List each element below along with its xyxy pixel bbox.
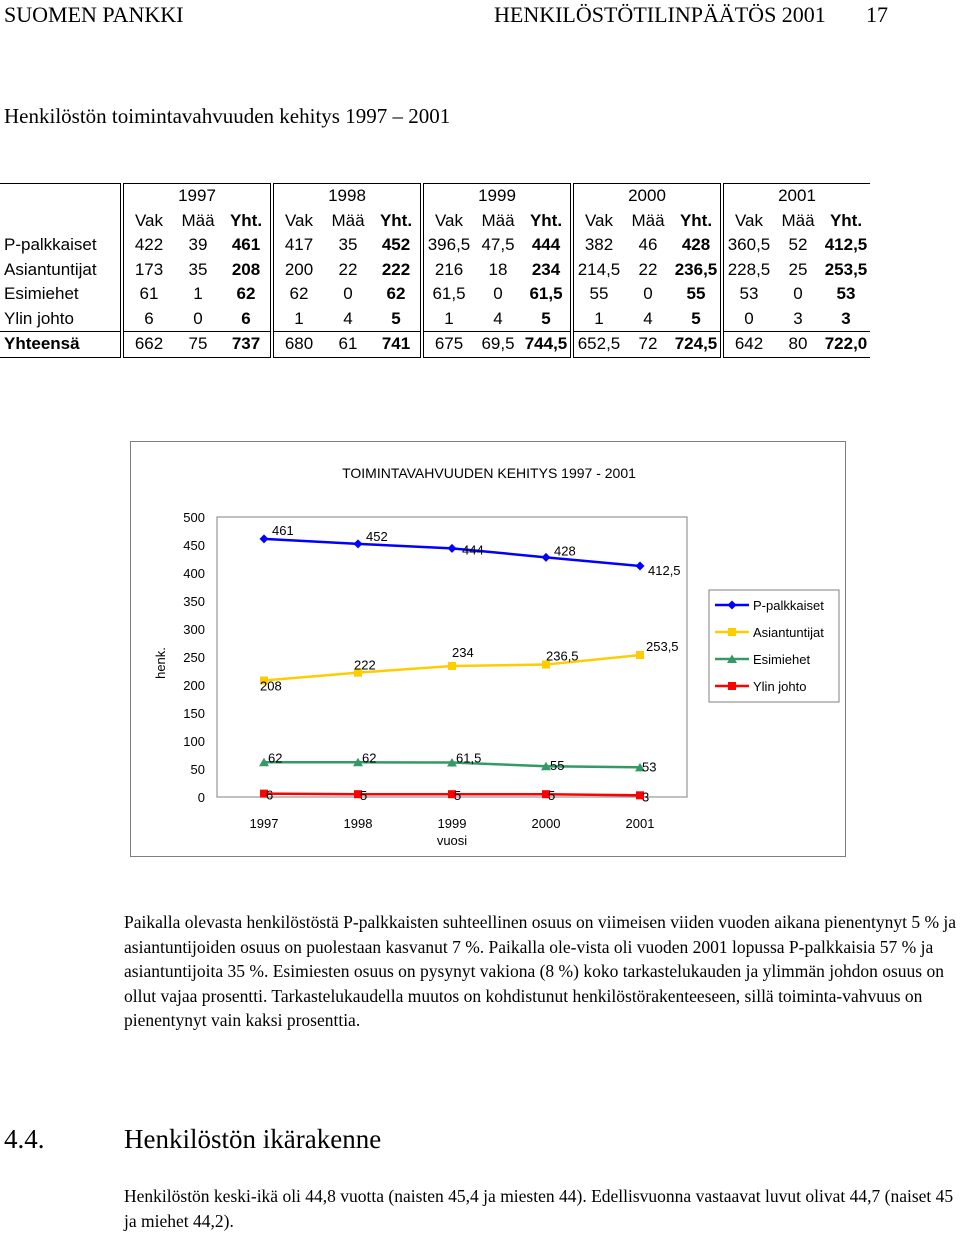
table-cell: 25	[788, 259, 808, 279]
paragraph-text: Paikalla olevasta henkilöstöstä P-palkkaisten suhteellinen osuus on viimeisen viiden vuoden aikana pienentynyt 5 % ja asiantuntijoiden osuus on puolestaan kasvanut 7 %. Paikalla ole-vista oli vuoden 2001 lopussa P-palkkaisia 57 % ja asiantuntijoita 35 %. Esimiesten osuus on pysynyt vakiona (8 %) koko tarkastelukauden ja ylimmän johdon osuus on ollut vajaa prosentti. Tarkastelukaudella muutos on kohdistunut henkilöstörakenteeseen, sillä toiminta-vahvuus on pienentynyt vain kaksi prosenttia.	[124, 912, 957, 1030]
table-cell: 200	[272, 258, 324, 283]
col-header: Yht.	[829, 210, 863, 230]
data-label: 61,5	[456, 750, 482, 766]
table-cell: 5	[541, 308, 551, 328]
table-cell: 18	[488, 259, 508, 279]
row-label: Esimiehet	[4, 284, 79, 304]
body-paragraph	[124, 910, 958, 1033]
table-cell: 652,5	[572, 332, 624, 358]
table-cell: 53	[722, 282, 774, 307]
y-tick-label: 450	[183, 538, 205, 553]
year-header: 2001	[722, 184, 870, 209]
table-cell: 55	[686, 284, 706, 304]
table-cell: 46	[638, 235, 658, 255]
table-cell: 4	[493, 308, 503, 328]
table-cell: 1	[572, 307, 624, 332]
section-number: 4.4.	[4, 1124, 45, 1154]
table-cell: 253,5	[824, 259, 868, 279]
data-label: 5	[454, 788, 462, 804]
col-header: Mää	[181, 210, 215, 230]
table-cell: 6	[122, 307, 174, 332]
table-cell: 1	[422, 307, 474, 332]
table-cell: 642	[722, 332, 774, 358]
table-cell: 662	[122, 332, 174, 358]
table-cell: 0	[193, 308, 203, 328]
table-row	[0, 258, 870, 283]
table-cell: 382	[572, 233, 624, 258]
y-tick-label: 500	[183, 510, 205, 525]
section-heading: Henkilöstön ikärakenne	[124, 1124, 382, 1154]
data-label: 62	[362, 750, 377, 766]
col-header: Mää	[631, 210, 665, 230]
col-header: Mää	[481, 210, 515, 230]
row-label: P-palkkaiset	[4, 235, 97, 255]
table-cell: 0	[493, 284, 503, 304]
x-tick-label: 1997	[249, 816, 279, 831]
table-cell: 75	[174, 332, 222, 358]
chart-title: TOIMINTAVAHVUUDEN KEHITYS 1997 - 2001	[342, 465, 636, 481]
staffing-table	[0, 183, 870, 358]
data-label: 53	[642, 759, 657, 775]
data-label: 253,5	[646, 639, 679, 655]
table-cell: 214,5	[572, 258, 624, 283]
table-cell: 0	[343, 284, 353, 304]
table-cell: 744,5	[522, 332, 572, 358]
legend-marker	[728, 628, 736, 636]
col-header: Vak	[572, 209, 624, 234]
col-header: Mää	[781, 210, 815, 230]
data-label: 5	[548, 788, 556, 804]
table-cell: 5	[691, 308, 701, 328]
table-cell: 0	[643, 284, 653, 304]
col-header: Vak	[272, 209, 324, 234]
row-label: Asiantuntijat	[4, 259, 97, 279]
row-label: Ylin johto	[4, 308, 74, 328]
y-tick-label: 350	[183, 594, 205, 609]
data-point	[448, 662, 456, 670]
table-row	[0, 233, 870, 258]
y-tick-label: 400	[183, 566, 205, 581]
year-header: 1999	[422, 184, 572, 209]
table-cell: 62	[236, 284, 256, 304]
table-cell: 208	[231, 259, 261, 279]
data-label: 55	[550, 758, 565, 774]
table-cell: 39	[188, 235, 208, 255]
x-axis-label: vuosi	[436, 833, 468, 848]
table-cell: 228,5	[722, 258, 774, 283]
data-label: 444	[462, 542, 484, 558]
line-chart	[131, 442, 845, 856]
legend-label: Ylin johto	[753, 679, 807, 694]
table-cell: 72	[624, 332, 672, 358]
col-header: Yht.	[529, 210, 563, 230]
legend-label: Asiantuntijat	[753, 625, 824, 640]
col-header: Mää	[331, 210, 365, 230]
year-header: 2000	[572, 184, 722, 209]
x-tick-label: 2001	[625, 816, 655, 831]
table-cell: 22	[638, 259, 658, 279]
table-cell: 61	[122, 282, 174, 307]
table-cell: 35	[338, 235, 358, 255]
table-cell: 680	[272, 332, 324, 358]
table-cell: 3	[793, 308, 803, 328]
legend-marker	[728, 682, 736, 690]
table-cell: 234	[531, 259, 561, 279]
table-cell: 4	[643, 308, 653, 328]
col-header: Yht.	[229, 210, 263, 230]
table-cell: 675	[422, 332, 474, 358]
data-label: 461	[272, 522, 294, 538]
table-year-row	[0, 184, 870, 209]
table-body	[0, 233, 870, 357]
table-cell: 3	[841, 308, 851, 328]
x-tick-label: 2000	[531, 816, 561, 831]
table-cell: 1	[272, 307, 324, 332]
col-header: Vak	[722, 209, 774, 234]
y-tick-label: 100	[183, 734, 205, 749]
table-cell: 0	[793, 284, 803, 304]
legend-label: Esimiehet	[753, 652, 811, 667]
data-label: 236,5	[546, 648, 579, 664]
table-cell: 216	[422, 258, 474, 283]
data-label: 62	[268, 750, 283, 766]
table-cell: 461	[231, 235, 261, 255]
y-tick-label: 150	[183, 706, 205, 721]
table-cell: 452	[381, 235, 411, 255]
table-cell: 724,5	[672, 332, 722, 358]
row-label: Yhteensä	[0, 332, 122, 358]
table-cell: 61,5	[529, 284, 563, 304]
table-cell: 61,5	[422, 282, 474, 307]
table-cell: 4	[343, 308, 353, 328]
header-report-title: HENKILÖSTÖTILINPÄÄTÖS 2001	[494, 2, 826, 27]
table-row	[0, 332, 870, 358]
data-label: 452	[366, 528, 388, 544]
col-header: Vak	[422, 209, 474, 234]
table-subheader-row	[0, 209, 870, 234]
chart-frame	[130, 441, 846, 857]
y-tick-label: 250	[183, 650, 205, 665]
table-cell: 396,5	[422, 233, 474, 258]
table-row	[0, 282, 870, 307]
x-tick-label: 1999	[437, 816, 467, 831]
table-cell: 52	[788, 235, 808, 255]
table-cell: 412,5	[824, 235, 868, 255]
header-bank-name: SUOMEN PANKKI	[4, 2, 184, 27]
y-tick-label: 200	[183, 678, 205, 693]
table-cell: 1	[193, 284, 203, 304]
table-cell: 422	[122, 233, 174, 258]
table-cell: 69,5	[474, 332, 522, 358]
table-cell: 222	[381, 259, 411, 279]
data-label: 412,5	[648, 563, 681, 578]
x-tick-label: 1998	[343, 816, 373, 831]
table-cell: 55	[572, 282, 624, 307]
table-cell: 444	[531, 235, 561, 255]
col-header: Vak	[122, 209, 174, 234]
table-cell: 53	[836, 284, 856, 304]
table-cell: 722,0	[822, 332, 870, 358]
y-tick-label: 0	[197, 790, 205, 805]
y-tick-label: 300	[183, 622, 205, 637]
table-cell: 80	[774, 332, 822, 358]
data-point	[636, 651, 644, 659]
data-label: 208	[260, 678, 282, 694]
table-cell: 741	[372, 332, 422, 358]
year-header: 1998	[272, 184, 422, 209]
table-cell: 62	[272, 282, 324, 307]
table-cell: 236,5	[674, 259, 718, 279]
data-label: 3	[642, 789, 650, 805]
col-header: Yht.	[679, 210, 713, 230]
table-cell: 360,5	[722, 233, 774, 258]
y-tick-label: 50	[190, 762, 205, 777]
table-cell: 35	[188, 259, 208, 279]
table-row	[0, 307, 870, 332]
table-cell: 61	[324, 332, 372, 358]
legend-label: P-palkkaiset	[753, 598, 824, 613]
table-cell: 22	[338, 259, 358, 279]
table-cell: 428	[681, 235, 711, 255]
table-cell: 737	[222, 332, 272, 358]
age-paragraph: Henkilöstön keski-ikä oli 44,8 vuotta (naisten 45,4 ja miesten 44). Edellisvuonna vastaavat luvut olivat 44,7 (naiset 45 ja miehet 44,2).	[124, 1186, 954, 1231]
data-label: 222	[354, 657, 376, 673]
header-page-number: 17	[866, 2, 888, 27]
col-header: Yht.	[379, 210, 413, 230]
table-cell: 62	[386, 284, 406, 304]
year-header: 1997	[122, 184, 272, 209]
data-label: 6	[266, 787, 274, 803]
table-cell: 417	[272, 233, 324, 258]
table-cell: 173	[122, 258, 174, 283]
table-cell: 47,5	[481, 235, 515, 255]
data-label: 234	[452, 644, 474, 660]
table-cell: 5	[391, 308, 401, 328]
table-cell: 6	[241, 308, 251, 328]
section-title: Henkilöstön toimintavahvuuden kehitys 1997 – 2001	[4, 104, 451, 128]
data-label: 428	[554, 543, 576, 559]
data-label: 5	[360, 788, 368, 804]
table-cell: 0	[722, 307, 774, 332]
y-axis-label: henk.	[153, 647, 168, 679]
